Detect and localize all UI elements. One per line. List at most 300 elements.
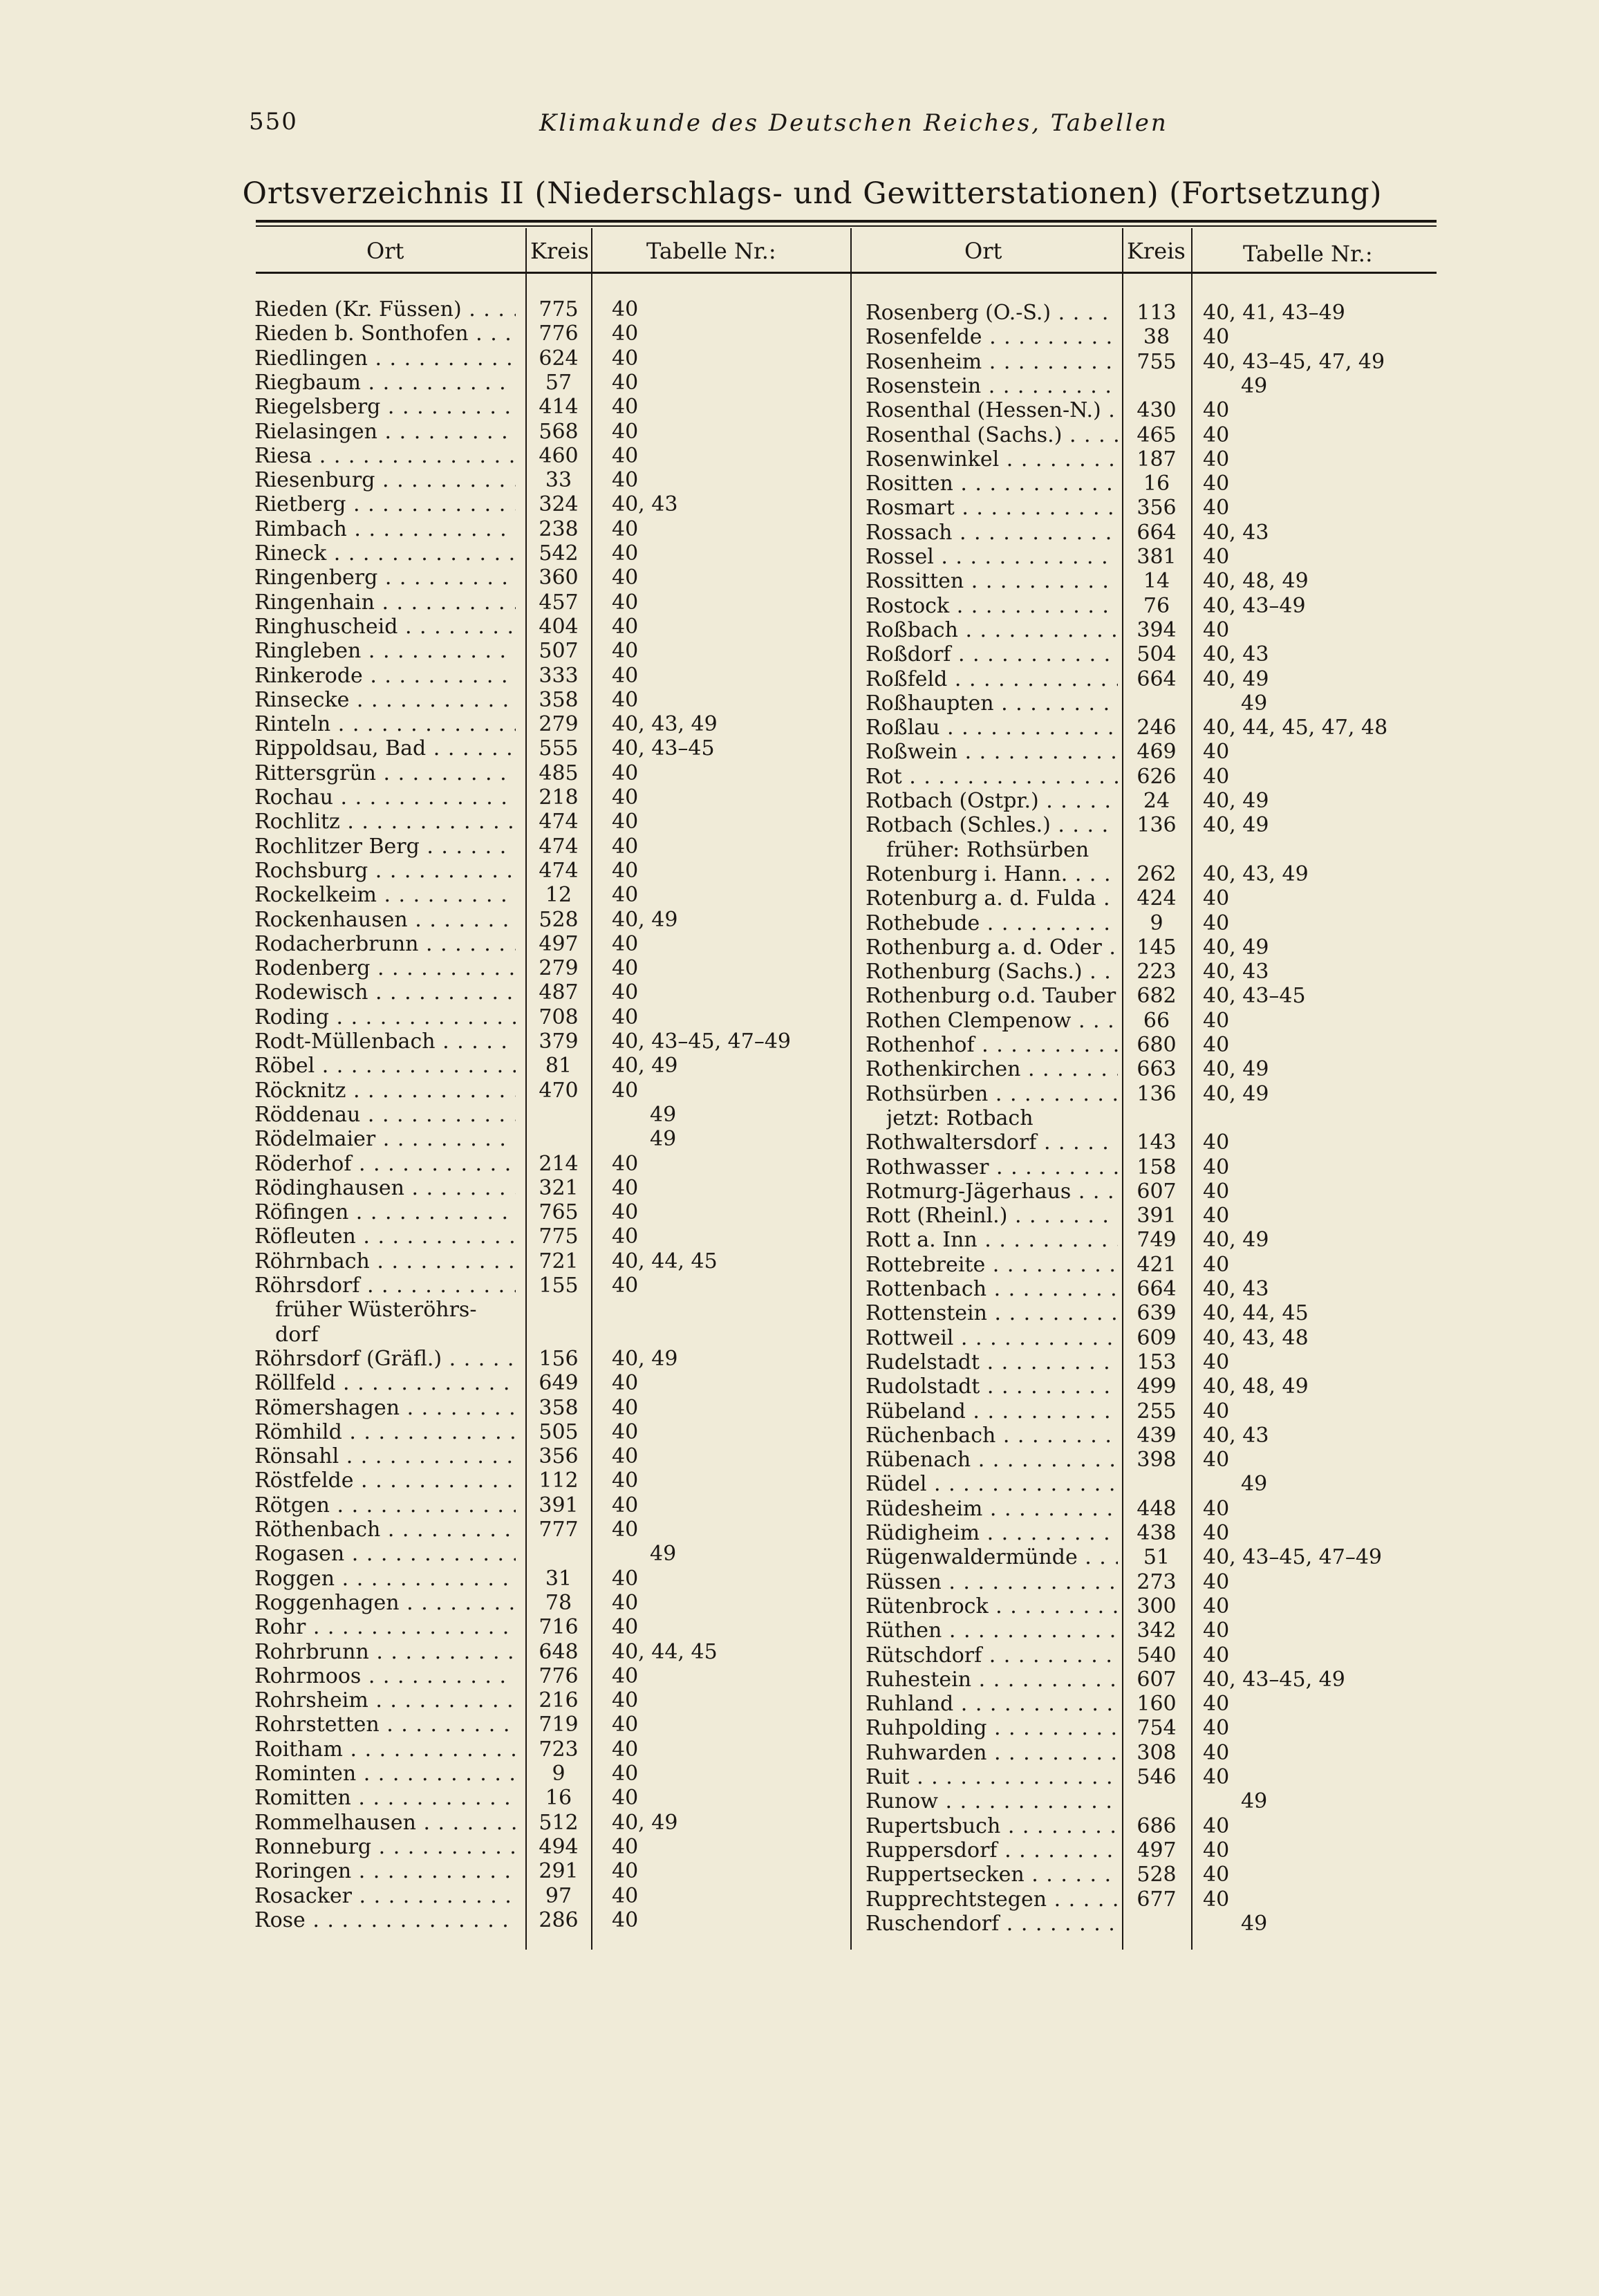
place-name: Rochlitzer Berg . . .: [254, 834, 516, 859]
kreis-number: 439: [1137, 1423, 1177, 1448]
place-name: Rinkerode . . .: [254, 664, 516, 688]
kreis-number: 469: [1137, 740, 1177, 765]
kreis-number: 716: [539, 1615, 579, 1640]
place-name: Rothenburg (Sachs.) . . .: [866, 960, 1118, 984]
table-numbers: 40: [612, 1151, 639, 1176]
table-row: [0, 960, 1599, 984]
kreis-number: 262: [1137, 861, 1177, 886]
kreis-number: 216: [539, 1688, 579, 1713]
table-row: [0, 1789, 1599, 1813]
place-name: Ruhpolding . . .: [866, 1716, 1118, 1740]
table-numbers: 40, 41, 43–49: [1203, 301, 1345, 325]
place-name: Rüchenbach . . .: [866, 1424, 1118, 1448]
kreis-number: 540: [1137, 1643, 1177, 1668]
kreis-number: 568: [539, 419, 579, 444]
place-name: früher: Rothsürben: [886, 837, 1090, 862]
table-row: [0, 1326, 1599, 1350]
place-name: Ronneburg . . .: [254, 1835, 516, 1859]
running-title: Klimakunde des Deutschen Reiches, Tabellen: [539, 109, 1168, 137]
place-name: Rosenberg (O.-S.) . . .: [866, 301, 1118, 325]
place-name: Röcknitz . . .: [254, 1079, 516, 1103]
place-name: Riedlingen . . .: [254, 346, 516, 371]
kreis-number: 497: [539, 931, 579, 956]
table-numbers: 40: [612, 1688, 639, 1713]
place-name: Rotenburg a. d. Fulda . . .: [866, 886, 1118, 911]
table-row: [0, 740, 1599, 764]
table-row: [0, 813, 1599, 837]
table-row: [0, 716, 1599, 740]
kreis-number: 14: [1143, 569, 1170, 594]
kreis-number: 765: [539, 1200, 579, 1225]
table-numbers: 40, 43: [1203, 1423, 1269, 1448]
right-kreis-header: Kreis: [1127, 238, 1186, 264]
kreis-number: 777: [539, 1518, 579, 1542]
place-name: Rottenstein . . .: [866, 1301, 1118, 1325]
kreis-number: 391: [539, 1493, 579, 1518]
place-name: Rossach . . .: [866, 521, 1118, 545]
table-numbers: 40: [612, 785, 639, 810]
table-numbers: 40: [1203, 1569, 1230, 1594]
table-row: [0, 1472, 1599, 1496]
kreis-number: 38: [1143, 325, 1170, 350]
table-row: [0, 545, 1599, 569]
table-row: [0, 886, 1599, 911]
place-name: Rostock . . .: [866, 594, 1118, 618]
place-name: Roßbach . . .: [866, 618, 1118, 642]
kreis-number: 424: [1137, 886, 1177, 911]
kreis-number: 246: [1137, 716, 1177, 740]
kreis-number: 664: [1137, 520, 1177, 545]
table-numbers: 40: [1203, 617, 1230, 642]
table-numbers: 40, 49: [612, 1054, 678, 1079]
kreis-number: 308: [1137, 1740, 1177, 1765]
table-numbers: 40: [612, 297, 639, 321]
place-name: Rohrstetten . . .: [254, 1712, 516, 1737]
table-numbers: 40: [612, 639, 639, 664]
table-numbers: 40: [1203, 764, 1230, 789]
place-name: Roßfeld . . .: [866, 667, 1118, 691]
place-name: Rötgen . . .: [254, 1493, 516, 1518]
place-name: Riesenburg . . .: [254, 468, 516, 492]
table-numbers: 40: [612, 1468, 639, 1493]
place-name: Röhrnbach . . .: [254, 1249, 516, 1273]
place-name: Röfleuten . . .: [254, 1224, 516, 1249]
table-numbers: 40: [1203, 1204, 1230, 1229]
kreis-number: 33: [545, 468, 572, 493]
kreis-number: 448: [1137, 1496, 1177, 1521]
place-name: Runow . . .: [866, 1789, 1118, 1813]
table-row: [0, 911, 1599, 935]
kreis-number: 555: [539, 736, 579, 761]
place-name: Ruhland . . .: [866, 1692, 1118, 1716]
table-numbers: 40, 44, 45: [612, 1249, 718, 1273]
table-numbers: 40: [1203, 1496, 1230, 1521]
kreis-number: 31: [545, 1566, 572, 1591]
table-numbers: 40: [1203, 1643, 1230, 1668]
table-numbers: 40: [1203, 1618, 1230, 1643]
table-row: [0, 594, 1599, 618]
place-name: Rütschdorf . . .: [866, 1643, 1118, 1668]
kreis-number: 607: [1137, 1179, 1177, 1204]
kreis-number: 391: [1137, 1204, 1177, 1229]
table-numbers: 40: [612, 419, 639, 444]
table-row: [0, 1424, 1599, 1448]
kreis-number: 494: [539, 1834, 579, 1859]
table-row: [0, 935, 1599, 960]
kreis-number: 273: [1137, 1569, 1177, 1594]
kreis-number: 474: [539, 858, 579, 883]
table-numbers: 40: [612, 834, 639, 859]
table-row: [0, 472, 1599, 496]
kreis-number: 160: [1137, 1692, 1177, 1717]
table-row: [0, 350, 1599, 374]
place-name: Rothsürben . . .: [866, 1082, 1118, 1106]
place-name: Rüssen . . .: [866, 1570, 1118, 1594]
kreis-number: 381: [1137, 545, 1177, 569]
place-name: Röllfeld . . .: [254, 1371, 516, 1395]
place-name: Rödelmaier . . .: [254, 1127, 516, 1151]
table-row: [0, 496, 1599, 520]
table-row: [0, 1716, 1599, 1740]
kreis-number: 470: [539, 1078, 579, 1103]
table-numbers: 40: [1203, 325, 1230, 350]
table-numbers: 40: [1203, 1130, 1230, 1155]
kreis-number: 158: [1137, 1155, 1177, 1179]
place-name: Rot . . .: [866, 765, 1118, 789]
kreis-number: 776: [539, 1663, 579, 1688]
table-numbers: 49: [1241, 691, 1268, 716]
kreis-number: 607: [1137, 1667, 1177, 1692]
place-name: Rogasen . . .: [254, 1542, 516, 1566]
table-numbers: 40: [612, 1395, 639, 1420]
table-numbers: 40: [612, 1371, 639, 1396]
place-name: Rosenthal (Sachs.) . . .: [866, 423, 1118, 447]
table-numbers: 40, 48, 49: [1203, 569, 1309, 594]
table-numbers: 40: [1203, 1179, 1230, 1204]
kreis-number: 78: [545, 1590, 572, 1615]
table-numbers: 40: [612, 663, 639, 688]
kreis-number: 648: [539, 1639, 579, 1664]
table-numbers: 40, 43–45, 49: [1203, 1667, 1345, 1692]
table-numbers: 40, 43–45, 47–49: [1203, 1545, 1383, 1570]
kreis-number: 136: [1137, 1081, 1177, 1106]
table-row: [0, 1009, 1599, 1033]
kreis-number: 430: [1137, 398, 1177, 423]
kreis-number: 379: [539, 1029, 579, 1054]
place-name: Riesa . . .: [254, 444, 516, 468]
table-row: [0, 1155, 1599, 1179]
place-name: Röhrsdorf (Gräfl.) . . .: [254, 1347, 516, 1371]
table-numbers: 40, 49: [1203, 666, 1269, 691]
place-name: Rübenach . . .: [866, 1448, 1118, 1472]
table-row: [0, 398, 1599, 422]
kreis-number: 136: [1137, 813, 1177, 838]
kreis-number: 398: [1137, 1448, 1177, 1473]
kreis-number: 16: [545, 1786, 572, 1811]
table-row: [0, 1692, 1599, 1716]
kreis-number: 9: [552, 1762, 565, 1786]
table-numbers: 40, 43: [612, 492, 678, 517]
place-name: Rodewisch . . .: [254, 980, 516, 1005]
place-name: Rineck . . .: [254, 541, 516, 566]
table-row: [0, 1399, 1599, 1424]
kreis-number: 97: [545, 1883, 572, 1908]
table-numbers: 40: [612, 443, 639, 468]
kreis-number: 214: [539, 1151, 579, 1176]
kreis-number: 279: [539, 956, 579, 981]
kreis-number: 528: [1137, 1863, 1177, 1887]
table-numbers: 40: [1203, 496, 1230, 521]
kreis-number: 664: [1137, 666, 1177, 691]
place-name: Rüthen . . .: [866, 1618, 1118, 1643]
table-numbers: 40: [612, 858, 639, 883]
place-name: Rothwaltersdorf . . .: [866, 1130, 1118, 1155]
place-name: Rielasingen . . .: [254, 420, 516, 444]
table-row: [0, 1643, 1599, 1668]
kreis-number: 663: [1137, 1057, 1177, 1082]
place-name: Rüdel . . .: [866, 1472, 1118, 1496]
table-row: [0, 1204, 1599, 1228]
table-row: [0, 374, 1599, 398]
kreis-number: 504: [1137, 642, 1177, 667]
kreis-number: 238: [539, 516, 579, 541]
place-name: Röderhof . . .: [254, 1152, 516, 1176]
table-numbers: 40, 43–45: [612, 736, 715, 761]
table-row: [0, 618, 1599, 642]
table-row: [0, 642, 1599, 666]
table-numbers: 40, 49: [1203, 1057, 1269, 1082]
table-numbers: 40: [612, 395, 639, 420]
table-numbers: 40, 43–45: [1203, 984, 1306, 1009]
place-name: Rönsahl . . .: [254, 1444, 516, 1468]
table-numbers: 40: [612, 1419, 639, 1444]
table-numbers: 40, 49: [1203, 789, 1269, 813]
place-name: Rominten . . .: [254, 1762, 516, 1786]
table-numbers: 40, 43: [1203, 1277, 1269, 1301]
place-name: Rotenburg i. Hann. . . .: [866, 862, 1118, 886]
place-name: Roßdorf . . .: [866, 642, 1118, 666]
kreis-number: 507: [539, 639, 579, 664]
place-name: Röfingen . . .: [254, 1200, 516, 1224]
table-numbers: 40: [612, 614, 639, 639]
kreis-number: 66: [1143, 1008, 1170, 1033]
table-row: [0, 447, 1599, 472]
kreis-number: 686: [1137, 1813, 1177, 1838]
table-numbers: 40, 43: [1203, 960, 1269, 984]
place-name: Ringenberg . . .: [254, 566, 516, 590]
kreis-number: 624: [539, 346, 579, 371]
table-numbers: 40: [1203, 911, 1230, 935]
table-numbers: 40, 43, 49: [612, 712, 718, 737]
kreis-number: 512: [539, 1810, 579, 1835]
table-numbers: 40: [1203, 1887, 1230, 1912]
table-numbers: 49: [650, 1102, 677, 1127]
table-row: [0, 301, 1599, 325]
place-name: Rügenwaldermünde . . .: [866, 1545, 1118, 1569]
table-row: [0, 521, 1599, 545]
table-numbers: 40: [612, 1175, 639, 1200]
kreis-number: 321: [539, 1175, 579, 1200]
place-name: Ruhestein . . .: [866, 1668, 1118, 1692]
place-name: Ringenhain . . .: [254, 590, 516, 615]
table-row: [0, 569, 1599, 593]
page-number: 550: [249, 108, 298, 136]
top-rule: [256, 220, 1437, 223]
kreis-number: 156: [539, 1346, 579, 1371]
place-name: Rommelhausen . . .: [254, 1811, 516, 1835]
table-numbers: 40: [1203, 1863, 1230, 1887]
table-numbers: 40: [612, 1737, 639, 1762]
table-numbers: 40, 43, 49: [1203, 861, 1309, 886]
place-name: Rietberg . . .: [254, 492, 516, 516]
table-numbers: 40: [612, 1590, 639, 1615]
table-row: [0, 1033, 1599, 1057]
place-name: Roringen . . .: [254, 1859, 516, 1883]
kreis-number: 708: [539, 1005, 579, 1029]
table-numbers: 40: [612, 810, 639, 834]
table-numbers: 40: [612, 956, 639, 981]
table-numbers: 40: [612, 1883, 639, 1908]
kreis-number: 421: [1137, 1252, 1177, 1277]
place-name: Ruhwarden . . .: [866, 1741, 1118, 1765]
kreis-number: 113: [1137, 301, 1177, 325]
running-header: [249, 102, 1175, 144]
table-numbers: 40, 49: [612, 1346, 678, 1371]
place-name: Rüdigheim . . .: [866, 1521, 1118, 1545]
table-numbers: 40, 44, 45, 47, 48: [1203, 716, 1388, 740]
table-numbers: 40: [612, 370, 639, 395]
place-name: Rott (Rheinl.) . . .: [866, 1204, 1118, 1228]
place-name: Rosenheim . . .: [866, 350, 1118, 374]
page-title: Ortsverzeichnis II (Niederschlags- und Gewitterstationen) (Fortsetzung): [242, 176, 1383, 211]
table-numbers: 40: [612, 1518, 639, 1542]
table-numbers: 40: [1203, 1813, 1230, 1838]
place-name: Rohrsheim . . .: [254, 1688, 516, 1712]
place-name: Rose . . .: [254, 1908, 516, 1932]
table-row: [0, 1594, 1599, 1618]
place-name: Röhrsdorf . . .: [254, 1273, 516, 1298]
place-name: Rosenthal (Hessen-N.) . . .: [866, 398, 1118, 422]
table-row: [0, 1912, 1599, 1936]
place-name: Rüdesheim . . .: [866, 1497, 1118, 1521]
place-name: Rothwasser . . .: [866, 1155, 1118, 1179]
place-name: Rothenkirchen . . .: [866, 1057, 1118, 1081]
place-name: Rohr . . .: [254, 1615, 516, 1639]
table-row: [0, 984, 1599, 1008]
kreis-number: 24: [1143, 789, 1170, 813]
place-name: Rohrbrunn . . .: [254, 1640, 516, 1664]
place-name: Ruppersdorf . . .: [866, 1838, 1118, 1863]
kreis-number: 680: [1137, 1033, 1177, 1057]
place-name: Rodt-Müllenbach . . .: [254, 1029, 516, 1054]
column-header-rule: [256, 272, 1437, 274]
kreis-number: 546: [1137, 1765, 1177, 1789]
table-numbers: 40: [612, 1907, 639, 1932]
table-row: [0, 1106, 1599, 1130]
place-name: Rinsecke . . .: [254, 688, 516, 712]
table-numbers: 49: [650, 1542, 677, 1567]
table-numbers: 40, 43–45, 47, 49: [1203, 349, 1385, 374]
table-numbers: 40: [612, 1712, 639, 1737]
table-row: [0, 1253, 1599, 1277]
table-numbers: 40: [1203, 1594, 1230, 1618]
place-name: Röthenbach . . .: [254, 1518, 516, 1542]
table-row: [0, 1179, 1599, 1204]
kreis-number: 187: [1137, 447, 1177, 472]
kreis-number: 438: [1137, 1521, 1177, 1545]
kreis-number: 487: [539, 980, 579, 1005]
kreis-number: 300: [1137, 1594, 1177, 1618]
place-name: Rodacherbrunn . . .: [254, 932, 516, 956]
place-name: Roggenhagen . . .: [254, 1591, 516, 1615]
place-name: Römershagen . . .: [254, 1396, 516, 1420]
table-numbers: 40: [1203, 545, 1230, 569]
table-row: [0, 667, 1599, 691]
place-name: Rockelkeim . . .: [254, 883, 516, 907]
left-tabelle-header: Tabelle Nr.:: [646, 238, 776, 264]
table-row: [0, 862, 1599, 886]
table-row: [0, 1570, 1599, 1594]
place-name: Röbel . . .: [254, 1054, 516, 1078]
table-numbers: 40, 49: [1203, 1081, 1269, 1106]
place-name: Rott a. Inn . . .: [866, 1228, 1118, 1252]
table-row: [0, 1838, 1599, 1863]
table-numbers: 40: [1203, 1740, 1230, 1765]
table-numbers: 40: [612, 980, 639, 1005]
place-name: Romitten . . .: [254, 1786, 516, 1810]
table-numbers: 40: [1203, 1155, 1230, 1179]
table-row: [0, 1082, 1599, 1106]
place-name: Rosenfelde . . .: [866, 325, 1118, 349]
kreis-number: 639: [1137, 1301, 1177, 1326]
table-numbers: 40, 44, 45: [612, 1639, 718, 1664]
kreis-number: 12: [545, 883, 572, 908]
top-rule-thin: [256, 225, 1437, 227]
place-name: Rossitten . . .: [866, 569, 1118, 593]
table-row: [0, 1863, 1599, 1887]
table-row: [0, 1618, 1599, 1643]
place-name: Rothebude . . .: [866, 911, 1118, 935]
table-numbers: 40: [1203, 472, 1230, 496]
table-numbers: 40, 43–49: [1203, 593, 1306, 618]
kreis-number: 626: [1137, 764, 1177, 789]
place-name: Rimbach . . .: [254, 517, 516, 541]
table-row: [0, 1374, 1599, 1399]
table-numbers: 40: [1203, 1448, 1230, 1473]
table-numbers: 40: [612, 321, 639, 346]
table-row: [0, 838, 1599, 862]
table-numbers: 40, 49: [1203, 935, 1269, 960]
table-numbers: 40, 43: [1203, 520, 1269, 545]
place-name: Rippoldsau, Bad . . .: [254, 736, 516, 760]
place-name: Rothen Clempenow . . .: [866, 1009, 1118, 1033]
place-name: Rositten . . .: [866, 472, 1118, 496]
place-name: Ruppertsecken . . .: [866, 1863, 1118, 1887]
place-name: Roßlau . . .: [866, 716, 1118, 740]
kreis-number: 649: [539, 1371, 579, 1396]
table-row: [0, 1448, 1599, 1472]
place-name: Rothenhof . . .: [866, 1033, 1118, 1057]
table-row: [0, 691, 1599, 716]
kreis-number: 776: [539, 321, 579, 346]
table-numbers: 40: [612, 590, 639, 615]
place-name: Rosenstein . . .: [866, 374, 1118, 398]
table-numbers: 40: [612, 346, 639, 371]
table-numbers: 40: [612, 760, 639, 785]
kreis-number: 465: [1137, 422, 1177, 447]
place-name: Röddenau . . .: [254, 1103, 516, 1127]
kreis-number: 542: [539, 541, 579, 566]
